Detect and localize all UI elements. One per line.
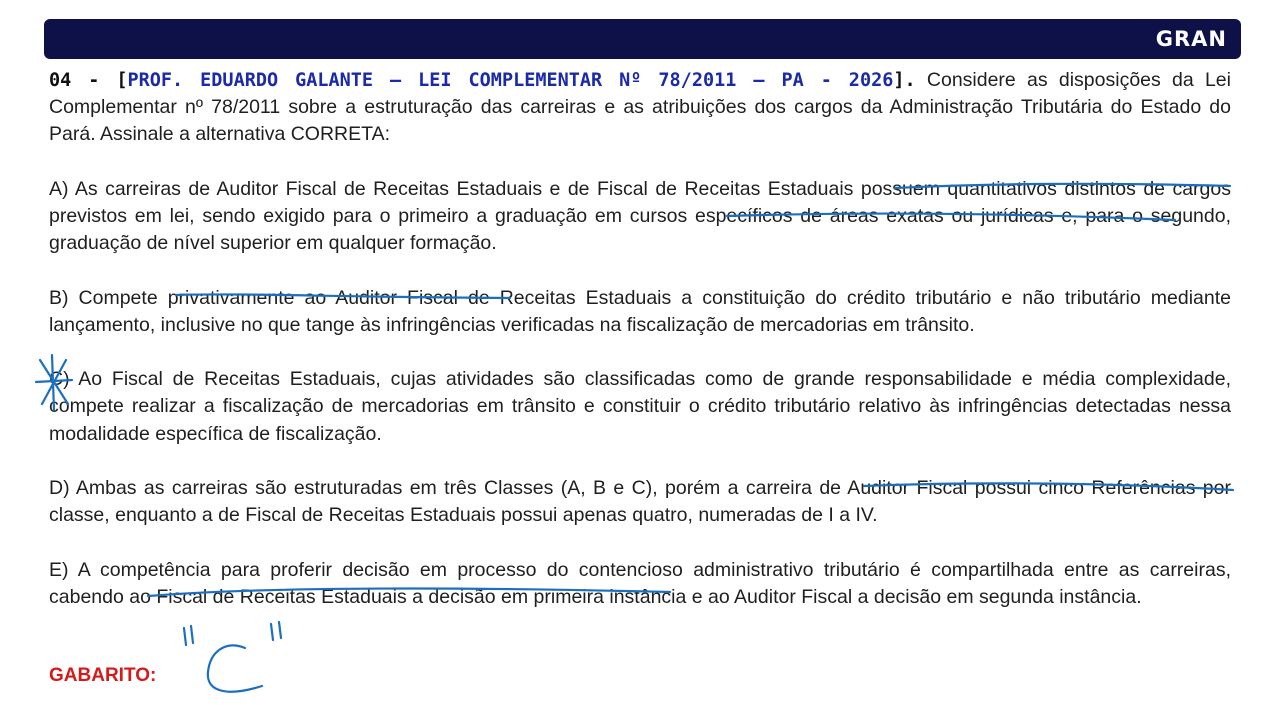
bracket-open: [	[116, 70, 128, 91]
option-b: B) Compete privativamente ao Auditor Fiscal de Receitas Estaduais a constituição do crédito tributário e não tributário mediante lançamento, inclusive no que tange às infringências verificadas na fiscalização de mercadorias em trânsito.	[49, 286, 1231, 336]
option-a: A) As carreiras de Auditor Fiscal de Receitas Estaduais e de Fiscal de Receitas Estaduais possuem quantitativos distintos de cargos previstos em lei, sendo exigido para o primeiro a graduação em cursos específicos de áreas exatas ou jurídicas e, para o segundo, graduação de nível superior em qualquer formação.	[49, 177, 1231, 255]
question-number: 04 -	[49, 70, 117, 91]
header-bar	[44, 19, 1241, 59]
option-c: C) Ao Fiscal de Receitas Estaduais, cujas atividades são classificadas como de grande responsabilidade e média complexidade, compete realizar a fiscalização de mercadorias em trânsito e constituir o crédito tributário relativo às infringências detectadas nessa modalidade específica de fiscalização.	[49, 368, 1231, 445]
question-content	[49, 67, 1231, 638]
handwritten-letter-c	[208, 645, 262, 691]
answer-key-label: GABARITO:	[49, 665, 157, 686]
option-e: E) A competência para proferir decisão em processo do contencioso administrativo tributário é compartilhada entre as carreiras, cabendo ao Fiscal de Receitas Estaduais a decisão em primeira instância e ao Auditor Fiscal a decisão em segunda instância.	[49, 558, 1231, 608]
bracket-close: ].	[893, 70, 916, 91]
option-d: D) Ambas as carreiras são estruturadas em três Classes (A, B e C), porém a carreira de Auditor Fiscal possui cinco Referências por classe, enquanto a de Fiscal de Receitas Estaduais possui apenas quatro, numeradas de I a IV.	[49, 476, 1231, 527]
brand-logo: GRAN	[1155, 27, 1227, 51]
question-statement	[49, 67, 1231, 149]
question-source: PROF. EDUARDO GALANTE – LEI COMPLEMENTAR Nº 78/2011 – PA - 2026	[127, 70, 894, 91]
statement-text: Considere as disposições da Lei Complementar nº 78/2011 sobre a estruturação das carreiras e as atribuições dos cargos da Administração Tributária do Estado do Pará. Assinale a alternativa CORRETA:	[49, 69, 1231, 146]
